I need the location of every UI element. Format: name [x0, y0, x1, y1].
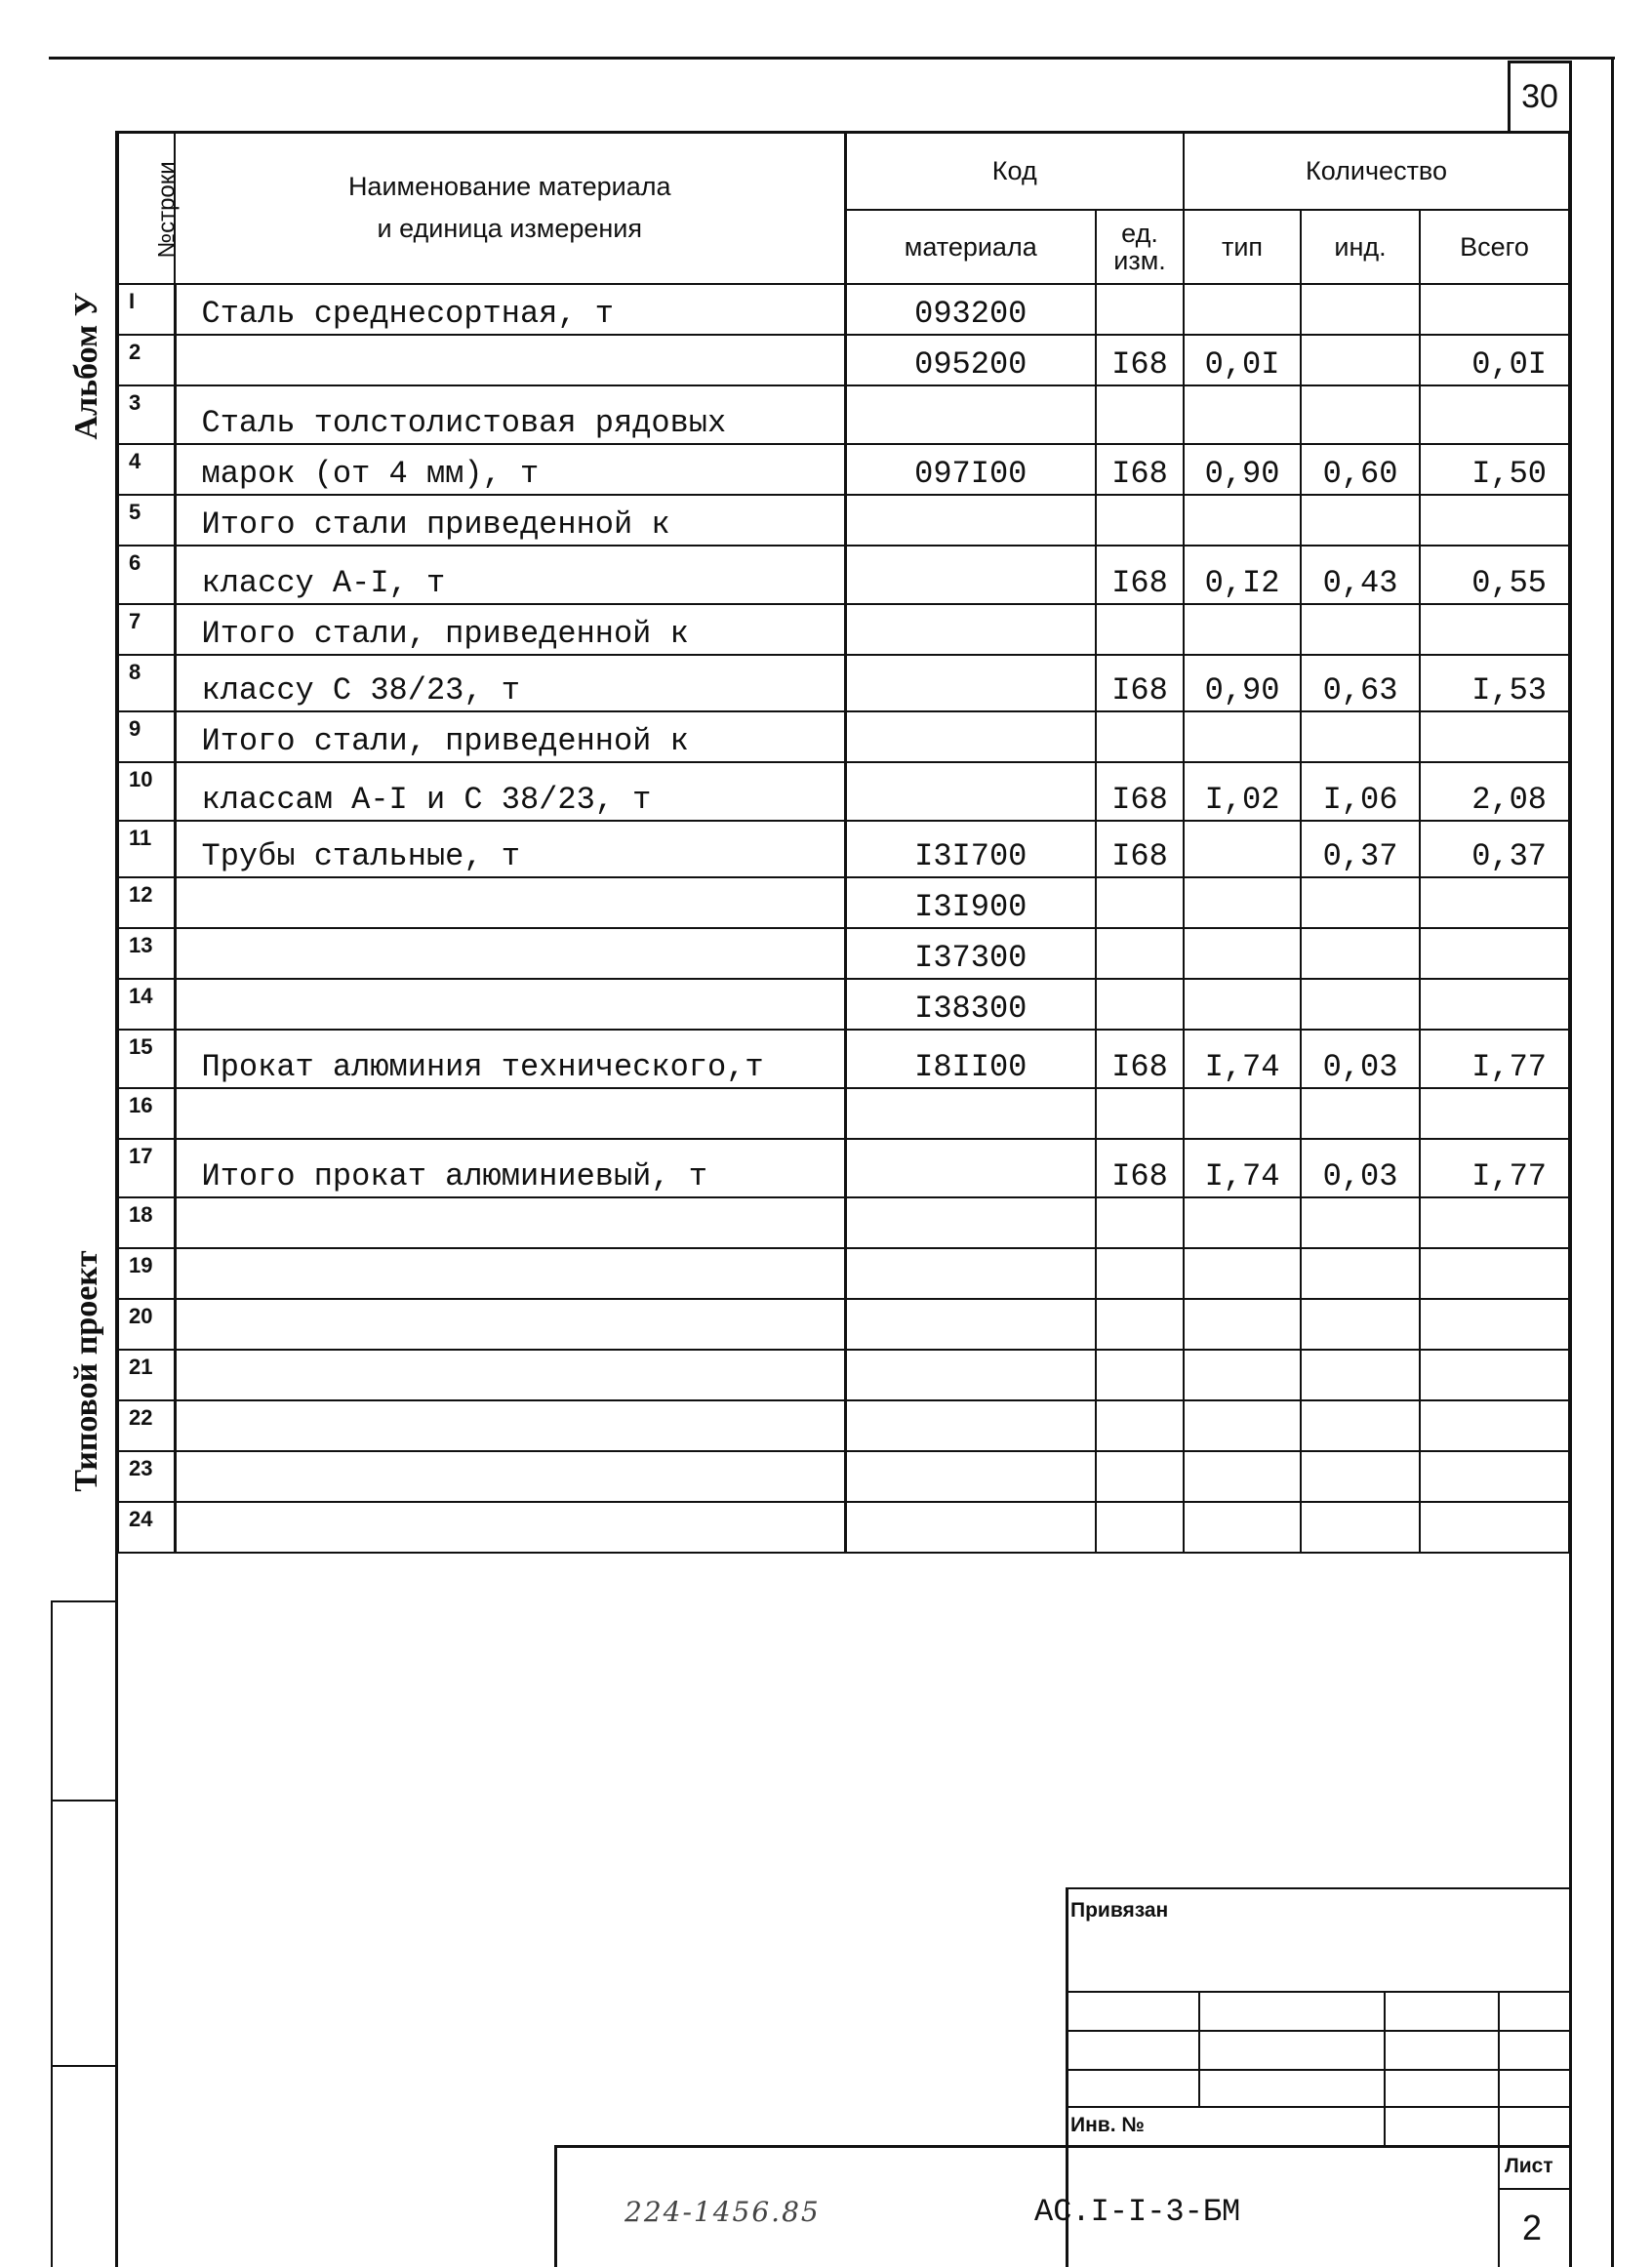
row-number-cell: 5	[118, 495, 175, 546]
typ-cell	[1184, 928, 1301, 979]
table-row	[118, 655, 1569, 711]
row-number-cell: 7	[118, 604, 175, 655]
material-name-cell: классу С 38/23, т	[175, 655, 845, 711]
unit-cell: I68	[1096, 444, 1184, 495]
material-code-cell: I37300	[845, 928, 1096, 979]
total-cell: 0,55	[1420, 546, 1569, 604]
total-cell	[1420, 495, 1569, 546]
material-name-cell	[175, 1400, 845, 1451]
row-number-cell: 15	[118, 1030, 175, 1088]
typ-cell: 0,I2	[1184, 546, 1301, 604]
material-code-cell	[845, 1139, 1096, 1197]
ind-cell: I,06	[1301, 762, 1420, 821]
material-name-cell: Трубы стальные, т	[175, 821, 845, 877]
unit-cell	[1096, 877, 1184, 928]
table-row	[118, 335, 1569, 385]
unit-cell: I68	[1096, 821, 1184, 877]
ind-header: инд.	[1301, 210, 1420, 284]
attached-label: Привязан	[1070, 1899, 1169, 1922]
material-code-cell: 093200	[845, 284, 1096, 335]
table-row	[118, 1350, 1569, 1400]
stamp-line	[1066, 2069, 1571, 2071]
total-cell	[1420, 1088, 1569, 1139]
table-row	[118, 1139, 1569, 1197]
table-row	[118, 928, 1569, 979]
typ-cell	[1184, 1197, 1301, 1248]
page-number: 30	[1508, 61, 1572, 131]
row-number-cell: 20	[118, 1299, 175, 1350]
unit-cell: I68	[1096, 1139, 1184, 1197]
ind-cell	[1301, 1197, 1420, 1248]
row-number-cell: 17	[118, 1139, 175, 1197]
material-code-cell	[845, 1400, 1096, 1451]
table-row	[118, 762, 1569, 821]
unit-cell	[1096, 1502, 1184, 1553]
material-name-cell	[175, 1502, 845, 1553]
binding-strip-divider	[51, 1600, 117, 1602]
total-cell	[1420, 877, 1569, 928]
typ-cell	[1184, 821, 1301, 877]
row-number-cell: 10	[118, 762, 175, 821]
material-code-cell	[845, 385, 1096, 444]
typ-cell	[1184, 877, 1301, 928]
table-row	[118, 385, 1569, 444]
unit-cell	[1096, 495, 1184, 546]
material-code-cell: I3I900	[845, 877, 1096, 928]
unit-cell: I68	[1096, 1030, 1184, 1088]
row-number-cell: 13	[118, 928, 175, 979]
unit-cell	[1096, 1299, 1184, 1350]
typ-cell	[1184, 979, 1301, 1030]
ind-cell	[1301, 711, 1420, 762]
table-row	[118, 821, 1569, 877]
quantity-group-header: Количество	[1184, 132, 1569, 210]
total-header: Всего	[1420, 210, 1569, 284]
inventory-number-label: Инв. №	[1070, 2114, 1145, 2136]
table-row	[118, 546, 1569, 604]
unit-cell	[1096, 604, 1184, 655]
total-cell: I,50	[1420, 444, 1569, 495]
stamp-divider	[1198, 1991, 1200, 2106]
stamp-divider	[1498, 1991, 1500, 2267]
total-cell: I,77	[1420, 1139, 1569, 1197]
typ-cell	[1184, 1451, 1301, 1502]
unit-cell: I68	[1096, 655, 1184, 711]
material-code-cell: 097I00	[845, 444, 1096, 495]
unit-cell	[1096, 1400, 1184, 1451]
binding-strip-divider	[51, 1800, 117, 1801]
material-name-cell	[175, 1451, 845, 1502]
unit-cell	[1096, 385, 1184, 444]
typ-cell: I,02	[1184, 762, 1301, 821]
material-name-cell	[175, 335, 845, 385]
material-code-cell	[845, 495, 1096, 546]
typ-cell	[1184, 1299, 1301, 1350]
table-row	[118, 1030, 1569, 1088]
table-row	[118, 1248, 1569, 1299]
sheet-number: 2	[1522, 2207, 1543, 2247]
total-cell	[1420, 385, 1569, 444]
ind-cell	[1301, 877, 1420, 928]
ind-cell: 0,43	[1301, 546, 1420, 604]
unit-cell: I68	[1096, 762, 1184, 821]
material-name-cell	[175, 928, 845, 979]
row-number-cell: 9	[118, 711, 175, 762]
material-name-cell: классам А-I и С 38/23, т	[175, 762, 845, 821]
ind-cell	[1301, 335, 1420, 385]
ind-cell	[1301, 979, 1420, 1030]
code-group-header: Код	[845, 132, 1184, 210]
total-cell	[1420, 1502, 1569, 1553]
table-row	[118, 1502, 1569, 1553]
typ-cell	[1184, 1400, 1301, 1451]
material-code-cell	[845, 762, 1096, 821]
ind-cell	[1301, 385, 1420, 444]
unit-cell	[1096, 1197, 1184, 1248]
total-cell	[1420, 604, 1569, 655]
material-name-cell: Итого стали, приведенной к	[175, 604, 845, 655]
row-number-cell: 16	[118, 1088, 175, 1139]
ind-cell: 0,03	[1301, 1139, 1420, 1197]
typ-cell	[1184, 385, 1301, 444]
material-name-header: Наименование материала и единица измерения	[175, 132, 845, 284]
album-label: Альбом У	[68, 292, 104, 440]
table-row	[118, 711, 1569, 762]
total-cell: 0,0I	[1420, 335, 1569, 385]
row-number-cell: 22	[118, 1400, 175, 1451]
unit-cell	[1096, 928, 1184, 979]
material-table	[117, 131, 1570, 1554]
row-number-cell: 18	[118, 1197, 175, 1248]
binding-strip-line	[51, 1600, 53, 2267]
table-row	[118, 495, 1569, 546]
row-number-cell: 24	[118, 1502, 175, 1553]
typ-header: тип	[1184, 210, 1301, 284]
table-row	[118, 877, 1569, 928]
table-row	[118, 604, 1569, 655]
table-row	[118, 1299, 1569, 1350]
typ-cell	[1184, 1502, 1301, 1553]
material-code-cell	[845, 1350, 1096, 1400]
row-number-cell: 4	[118, 444, 175, 495]
material-code-cell	[845, 655, 1096, 711]
total-cell	[1420, 1350, 1569, 1400]
typ-cell: I,74	[1184, 1030, 1301, 1088]
ind-cell: 0,60	[1301, 444, 1420, 495]
material-code-cell	[845, 1502, 1096, 1553]
title-block-top-line	[554, 2145, 1571, 2148]
material-code-cell: I8II00	[845, 1030, 1096, 1088]
ind-cell	[1301, 928, 1420, 979]
row-number-cell: 11	[118, 821, 175, 877]
project-label: Типовой проект	[68, 1250, 104, 1492]
table-row	[118, 284, 1569, 335]
row-number-cell: 19	[118, 1248, 175, 1299]
handwritten-number: 224-1456.85	[625, 2196, 821, 2228]
unit-header: ед. изм.	[1096, 210, 1184, 284]
unit-cell: I68	[1096, 546, 1184, 604]
material-name-cell	[175, 1197, 845, 1248]
material-name-cell	[175, 1350, 845, 1400]
row-number-cell: 6	[118, 546, 175, 604]
ind-cell: 0,63	[1301, 655, 1420, 711]
ind-cell	[1301, 1502, 1420, 1553]
ind-cell	[1301, 604, 1420, 655]
material-name-cell	[175, 877, 845, 928]
unit-cell	[1096, 1248, 1184, 1299]
total-cell	[1420, 928, 1569, 979]
material-code-cell: I3I700	[845, 821, 1096, 877]
material-code-cell	[845, 1299, 1096, 1350]
stamp-divider	[1384, 1991, 1386, 2147]
typ-cell	[1184, 604, 1301, 655]
document-code: АС.I-I-3-БМ	[1034, 2194, 1241, 2230]
stamp-line	[1066, 2106, 1571, 2108]
row-number-cell: 14	[118, 979, 175, 1030]
unit-cell: I68	[1096, 335, 1184, 385]
material-name-cell	[175, 979, 845, 1030]
material-code-cell	[845, 546, 1096, 604]
total-cell	[1420, 1299, 1569, 1350]
unit-cell	[1096, 284, 1184, 335]
material-name-cell: классу А-I, т	[175, 546, 845, 604]
material-code-cell: 095200	[845, 335, 1096, 385]
sheet-cell-line	[1498, 2188, 1571, 2190]
ind-cell	[1301, 495, 1420, 546]
unit-cell	[1096, 979, 1184, 1030]
material-name-cell: Итого стали приведенной к	[175, 495, 845, 546]
table-row	[118, 444, 1569, 495]
typ-cell: 0,90	[1184, 655, 1301, 711]
total-cell	[1420, 1451, 1569, 1502]
total-cell: I,77	[1420, 1030, 1569, 1088]
total-cell: I,53	[1420, 655, 1569, 711]
binding-strip-divider	[51, 2065, 117, 2067]
typ-cell: I,74	[1184, 1139, 1301, 1197]
table-row	[118, 979, 1569, 1030]
ind-cell	[1301, 1088, 1420, 1139]
material-code-cell	[845, 1451, 1096, 1502]
row-number-cell: 8	[118, 655, 175, 711]
material-name-cell: Сталь среднесортная, т	[175, 284, 845, 335]
typ-cell	[1184, 495, 1301, 546]
material-name-cell: Сталь толстолистовая рядовых	[175, 385, 845, 444]
top-frame-line	[49, 57, 1615, 60]
ind-cell	[1301, 284, 1420, 335]
material-code-cell	[845, 1248, 1096, 1299]
total-cell: 0,37	[1420, 821, 1569, 877]
typ-cell: 0,0I	[1184, 335, 1301, 385]
total-cell	[1420, 711, 1569, 762]
ind-cell	[1301, 1451, 1420, 1502]
material-code-cell	[845, 604, 1096, 655]
typ-cell	[1184, 711, 1301, 762]
ind-cell: 0,03	[1301, 1030, 1420, 1088]
material-name-cell: Итого прокат алюминиевый, т	[175, 1139, 845, 1197]
material-code-header: материала	[845, 210, 1096, 284]
material-code-cell	[845, 711, 1096, 762]
ind-cell: 0,37	[1301, 821, 1420, 877]
unit-cell	[1096, 1451, 1184, 1502]
stamp-line	[1066, 2030, 1571, 2032]
table-row	[118, 1451, 1569, 1502]
ind-cell	[1301, 1400, 1420, 1451]
material-name-cell	[175, 1248, 845, 1299]
right-frame-line	[1611, 57, 1614, 2267]
sheet-label: Лист	[1505, 2155, 1553, 2177]
material-name-cell: марок (от 4 мм), т	[175, 444, 845, 495]
ind-cell	[1301, 1350, 1420, 1400]
row-number-header: №строки	[118, 132, 175, 284]
material-name-cell	[175, 1299, 845, 1350]
material-name-cell	[175, 1088, 845, 1139]
row-number-cell: 21	[118, 1350, 175, 1400]
row-number-cell: 3	[118, 385, 175, 444]
row-number-cell: 23	[118, 1451, 175, 1502]
material-code-cell	[845, 1088, 1096, 1139]
ind-cell	[1301, 1299, 1420, 1350]
row-number-cell: 12	[118, 877, 175, 928]
material-name-cell: Итого стали, приведенной к	[175, 711, 845, 762]
unit-cell	[1096, 1088, 1184, 1139]
title-block-left-line	[554, 2145, 557, 2267]
typ-cell	[1184, 1248, 1301, 1299]
material-code-cell	[845, 1197, 1096, 1248]
total-cell	[1420, 284, 1569, 335]
material-code-cell: I38300	[845, 979, 1096, 1030]
stamp-top-line	[1066, 1887, 1571, 1889]
total-cell	[1420, 1197, 1569, 1248]
typ-cell: 0,90	[1184, 444, 1301, 495]
table-row	[118, 1400, 1569, 1451]
row-number-cell: I	[118, 284, 175, 335]
table-row	[118, 1088, 1569, 1139]
typ-cell	[1184, 1350, 1301, 1400]
total-cell: 2,08	[1420, 762, 1569, 821]
total-cell	[1420, 979, 1569, 1030]
ind-cell	[1301, 1248, 1420, 1299]
material-name-cell: Прокат алюминия технического,т	[175, 1030, 845, 1088]
total-cell	[1420, 1400, 1569, 1451]
unit-cell	[1096, 711, 1184, 762]
typ-cell	[1184, 1088, 1301, 1139]
typ-cell	[1184, 284, 1301, 335]
table-row	[118, 1197, 1569, 1248]
stamp-line	[1066, 1991, 1571, 1993]
row-number-cell: 2	[118, 335, 175, 385]
total-cell	[1420, 1248, 1569, 1299]
unit-cell	[1096, 1350, 1184, 1400]
